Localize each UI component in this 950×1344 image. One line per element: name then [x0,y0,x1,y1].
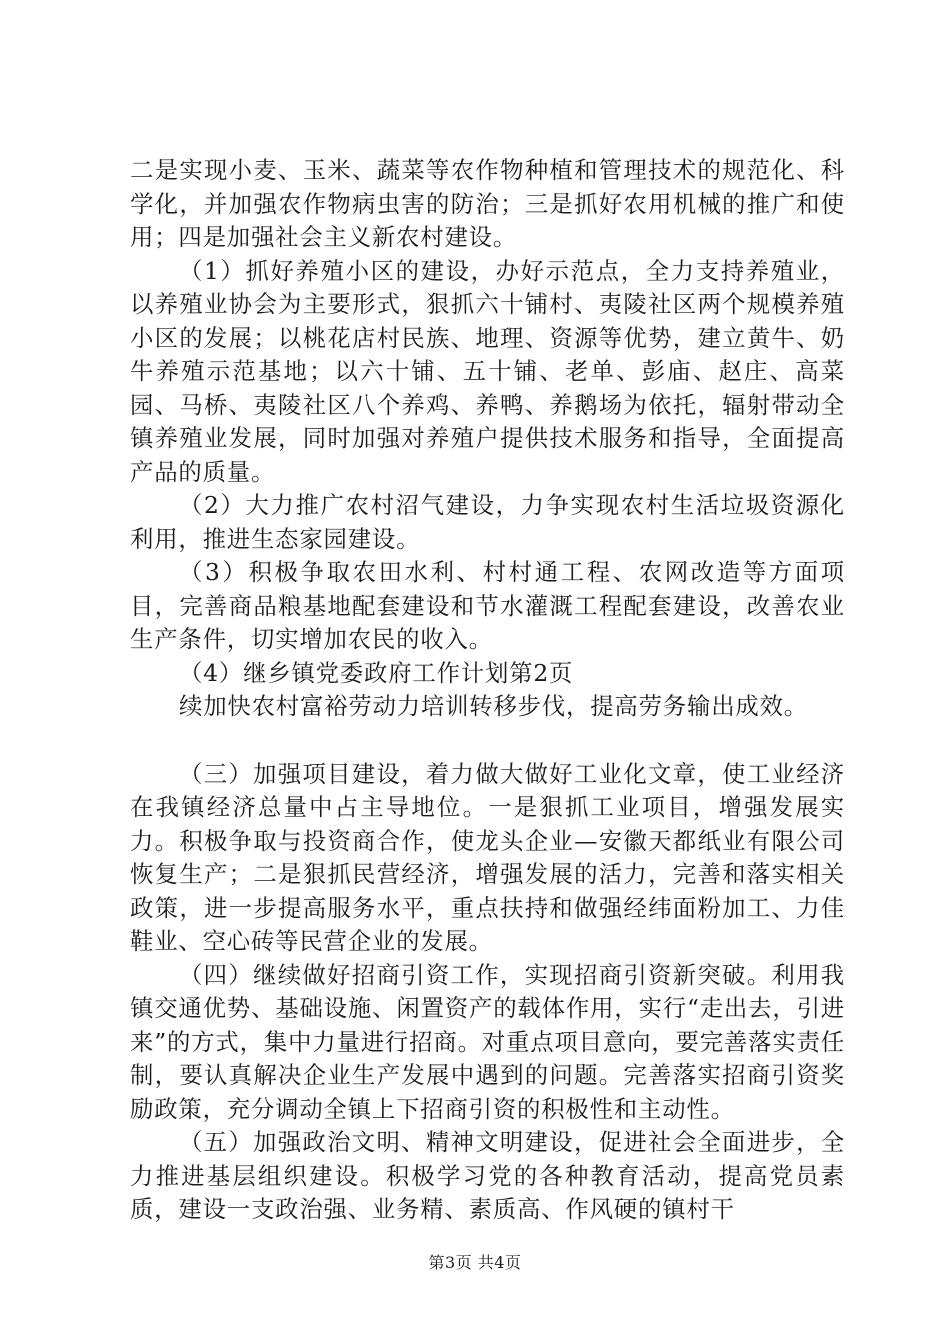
paragraph: （3）积极争取农田水利、村村通工程、农网改造等方面项目，完善商品粮基地配套建设和节水灌溉工程配套建设，改善农业生产条件，切实增加农民的收入。 [130,558,845,653]
page-number-footer: 第3页 共4页 [428,1253,522,1272]
paragraph: （四）继续做好招商引资工作，实现招商引资新突破。利用我镇交通优势、基础设施、闲置资产的载体作用，实行“走出去，引进来”的方式，集中力量进行招商。对重点项目意向，要完善落实责任制，要认真解决企业生产发展中遇到的问题。完善落实招商引资奖励政策，充分调动全镇上下招商引资的积极性和主动性。 [130,960,845,1123]
paragraph: （4）继乡镇党委政府工作计划第2页 [179,658,574,687]
paragraph: （五）加强政治文明、精神文明建设，促进社会全面进步，全力推进基层组织建设。积极学习党的各种教育活动，提高党员素质，建设一支政治强、业务精、素质高、作风硬的镇村干 [130,1128,845,1223]
paragraph-gap [130,724,845,758]
document-body [130,154,845,1227]
paragraph: （三）加强项目建设，着力做大做好工业化文章，使工业经济在我镇经济总量中占主导地位。一是狠抓工业项目，增强发展实力。积极争取与投资商合作，使龙头企业—安徽天都纸业有限公司恢复生产；二是狠抓民营经济，增强发展的活力，完善和落实相关政策，进一步提高服务水平，重点扶持和做强经纬面粉加工、力佳鞋业、空心砖等民营企业的发展。 [130,759,845,955]
paragraph: （2）大力推广农村沼气建设，力争实现农村生活垃圾资源化利用，推进生态家园建设。 [130,491,845,553]
paragraph: 二是实现小麦、玉米、蔬菜等农作物种植和管理技术的规范化、科学化，并加强农作物病虫害的防治；三是抓好农用机械的推广和使用；四是加强社会主义新农村建设。 [130,156,845,251]
paragraph: （1）抓好养殖小区的建设，办好示范点，全力支持养殖业，以养殖业协会为主要形式，狠抓六十铺村、夷陵社区两个规模养殖小区的发展；以桃花店村民族、地理、资源等优势，建立黄牛、奶牛养殖示范基地；以六十铺、五十铺、老单、彭庙、赵庄、高菜园、马桥、夷陵社区八个养鸡、养鸭、养鹅场为依托，辐射带动全镇养殖业发展，同时加强对养殖户提供技术服务和指导，全面提高产品的质量。 [130,256,845,486]
paragraph: 续加快农村富裕劳动力培训转移步伐，提高劳务输出成效。 [179,692,808,720]
